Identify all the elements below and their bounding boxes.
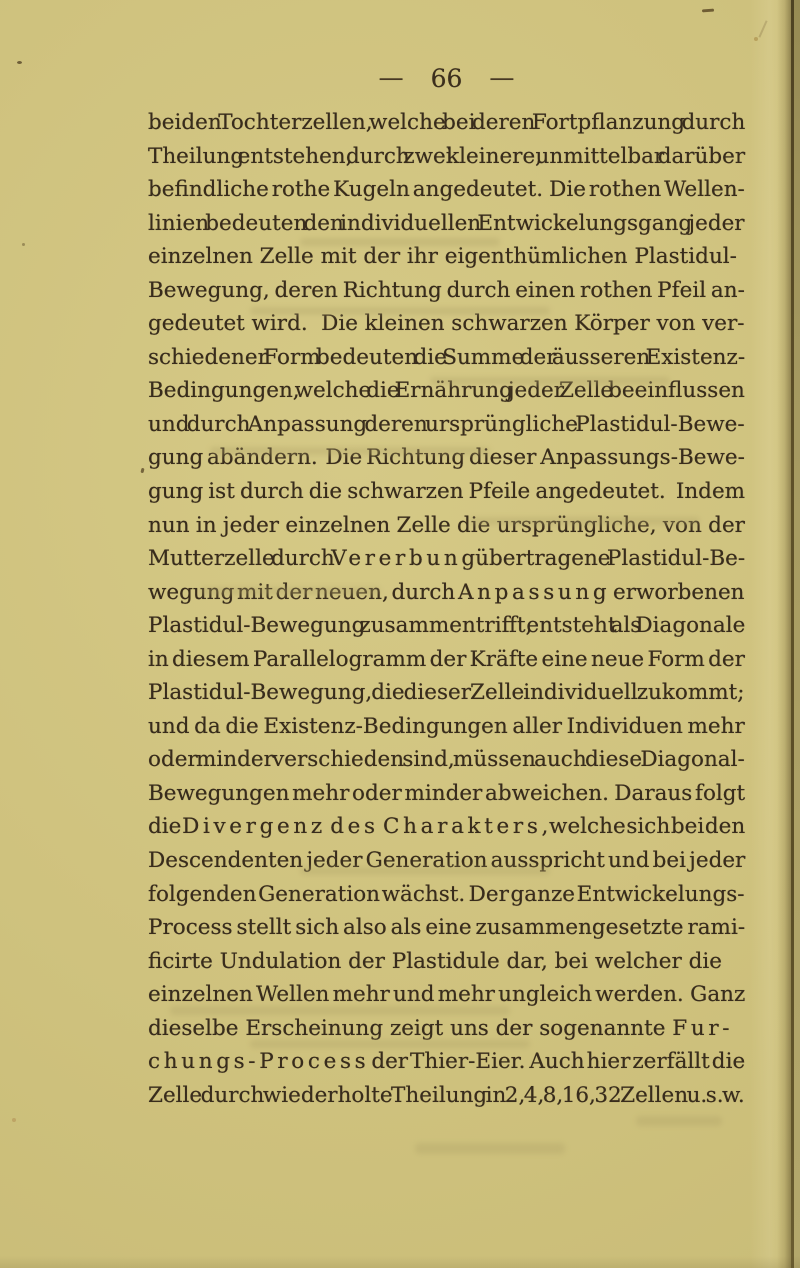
show-through-smudge <box>170 1006 510 1015</box>
text-line <box>148 173 745 207</box>
show-through-smudge <box>430 377 670 385</box>
text-segment: linien bedeuten den individuellen Entwickelungsgang jeder <box>148 210 745 236</box>
show-through-smudge <box>250 307 550 315</box>
text-segment: schiedener Form bedeuten die Summe der äusseren Existenz- <box>148 344 746 370</box>
text-segment: Plastidul-Bewegung, die dieser Zelle individuell zukommt; <box>148 680 745 706</box>
text-segment: Descendenten jeder Generation ausspricht und bei jeder <box>148 848 746 874</box>
text-segment: einzelnen Zelle mit der ihr eigenthümlichen Plastidul- <box>148 244 737 270</box>
letterspaced-emphasis: Vererbung <box>331 546 479 572</box>
text-segment: befindliche rothe Kugeln angedeutet. Die rothen Wellen- <box>148 177 745 203</box>
text-segment: in diesem Parallelogramm der Kräfte eine neue Form der <box>148 646 745 672</box>
letterspaced-emphasis: Anpassung <box>457 579 611 605</box>
bottom-edge-shadow <box>0 1256 800 1268</box>
text-line <box>148 207 745 241</box>
ink-speck <box>140 468 144 474</box>
text-line <box>148 408 745 442</box>
text-segment: Theilung entstehen, durch zwei kleinere, unmittelbar darüber <box>148 143 746 169</box>
text-segment: folgenden Generation wächst. Der ganze Entwickelungs- <box>148 881 745 907</box>
text-segment: Bewegungen mehr oder minder abweichen. Daraus folgt <box>148 780 746 806</box>
text-line <box>148 475 745 509</box>
text-segment: gedeutet wird. Die kleinen schwarzen Körper von ver- <box>148 311 745 337</box>
text-segment: Plastidul-Bewegung zusammentrifft, entsteht als Diagonale <box>148 613 746 639</box>
text-line <box>148 1079 745 1113</box>
page-edge-shadow <box>777 0 791 1268</box>
text-segment: oder minder verschieden sind, müssen auch diese Diagonal- <box>148 747 745 773</box>
text-segment: gung ist durch die schwarzen Pfeile angedeutet. Indem <box>148 479 746 505</box>
text-segment: dieselbe Erscheinung zeigt uns der sogenannte <box>148 1015 673 1041</box>
text-line <box>148 509 745 543</box>
text-line <box>148 1045 745 1079</box>
show-through-smudge <box>415 1143 565 1154</box>
header-dash-right: — <box>489 63 515 92</box>
ink-speck <box>22 243 25 246</box>
text-line <box>148 777 745 811</box>
text-segment: gung abändern. Die Richtung dieser Anpassungs-Bewe- <box>148 445 745 471</box>
letterspaced-emphasis: Divergenz des Charakters <box>182 814 542 840</box>
header-dash-left: — <box>378 63 404 92</box>
text-line <box>148 140 745 174</box>
text-line <box>148 710 745 744</box>
text-line <box>148 878 745 912</box>
text-segment: Process stellt sich also als eine zusammengesetzte rami- <box>148 915 746 941</box>
text-segment: einzelnen Wellen mehr und mehr ungleich werden. Ganz <box>148 982 746 1008</box>
pencil-dash-mark <box>702 9 714 13</box>
text-line <box>148 945 745 979</box>
text-line <box>148 274 745 308</box>
text-segment: nun in jeder einzelnen Zelle die ursprüngliche, von der <box>148 512 745 538</box>
text-segment: Zelle durch wiederholte Theilung in 2, 4, 8, 16, 32 Zellen u. s. w. <box>148 1082 745 1108</box>
show-through-smudge <box>250 1040 530 1048</box>
ink-speck <box>17 61 22 64</box>
text-line <box>148 743 745 777</box>
text-line <box>148 911 745 945</box>
text-segment: erworbenen <box>610 579 745 605</box>
text-segment: und da die Existenz-Bedingungen aller Individuen mehr <box>148 713 745 739</box>
text-segment: und durch Anpassung deren ursprüngliche Plastidul-Bewe- <box>148 411 745 437</box>
text-segment: Bedingungen, welche die Ernährung jeder Zelle beeinflussen <box>148 378 745 404</box>
show-through-smudge <box>300 238 500 246</box>
show-through-smudge <box>200 587 380 595</box>
text-line <box>148 609 745 643</box>
text-line <box>148 542 745 576</box>
text-segment: wegung mit der neuen, durch <box>148 579 458 605</box>
text-segment: die <box>148 814 183 840</box>
page-number: 66 <box>430 64 463 93</box>
next-page-edge <box>794 0 800 1268</box>
foxing-speck <box>12 1118 16 1122</box>
show-through-smudge <box>210 447 490 455</box>
text-line <box>148 810 745 844</box>
show-through-smudge <box>470 517 700 525</box>
text-line <box>148 676 745 710</box>
text-segment: Bewegung, deren Richtung durch einen rothen Pfeil an- <box>148 277 745 303</box>
letterspaced-emphasis: Fur- <box>672 1015 734 1041</box>
letterspaced-emphasis: chungs-Process <box>148 1049 370 1075</box>
text-segment: der Thier-Eier. Auch hier zerfällt die <box>369 1049 746 1075</box>
text-segment: beiden Tochterzellen, welche bei deren Fortpflanzung durch <box>148 110 746 135</box>
text-segment: übertragene Plastidul-Be- <box>478 546 746 572</box>
body-text <box>148 106 745 1112</box>
text-segment: Mutterzelle durch <box>148 546 332 572</box>
page-header <box>148 64 745 94</box>
text-line <box>148 106 745 140</box>
show-through-smudge <box>636 1116 722 1126</box>
text-segment: , welche sich bei den <box>541 814 746 840</box>
text-segment: ficirte Undulation der Plastidule dar, bei welcher die <box>148 948 722 974</box>
text-line <box>148 341 745 375</box>
show-through-smudge <box>300 867 550 875</box>
text-line <box>148 643 745 677</box>
